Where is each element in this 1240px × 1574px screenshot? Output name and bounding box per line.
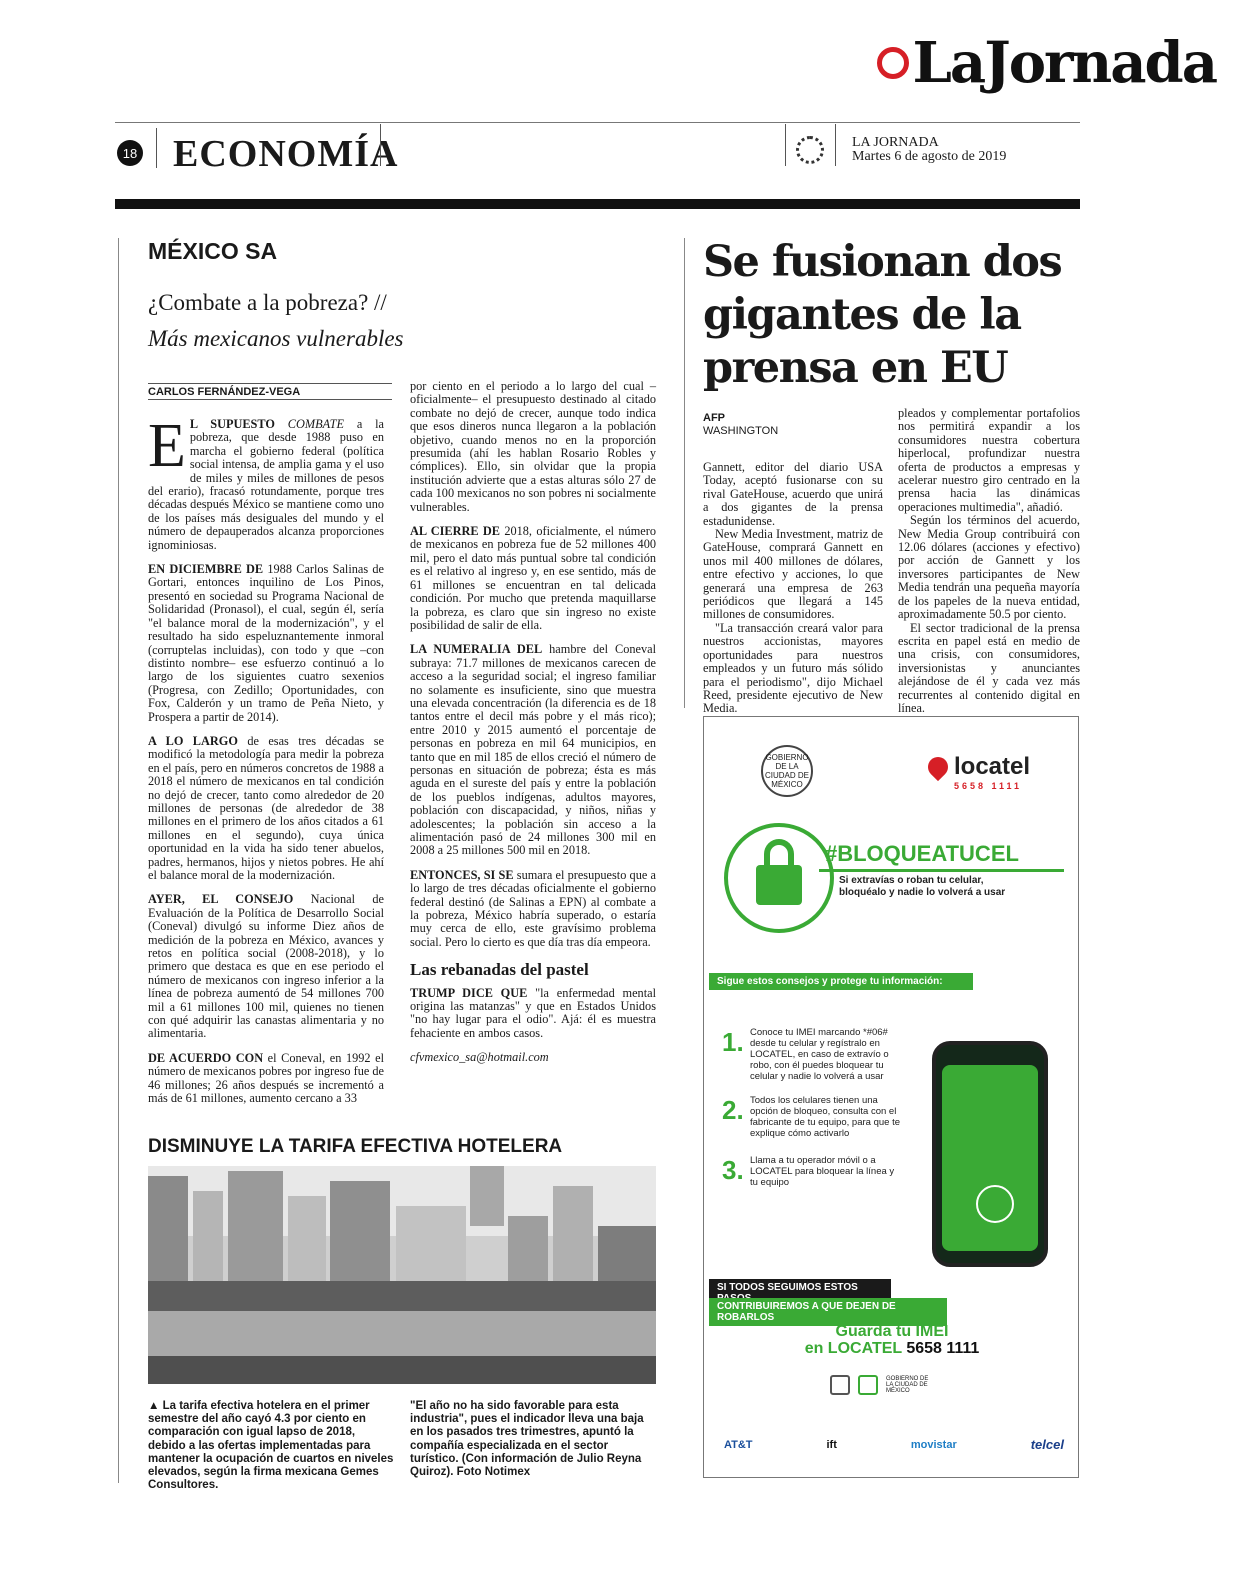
paragraph-text: de esas tres décadas se modificó la metodología para medir la pobreza en el país, pero en números concretos de 1988 a 2018 el número de mexicanos en tal condición no dejó de crecer, tanto como alrededor de 20 millones de personas (de alrededor de 38 millones en el primero de los años citados a 61 millones en el segundo), cuya única oportunidad en la vida ha sido tener abuelos, padres, hermanos, hijos y nietos pobres. He ahí el balance moral de la modernización. <box>148 733 384 882</box>
paragraph-text: el Coneval, en 1992 el número de mexicanos pobres por ingreso fue de 46 millones; 26 años después se incrementó a más de 61 millones, aumento cercano a 33 <box>148 1050 385 1106</box>
issue-date: Martes 6 de agosto de 2019 <box>852 149 1007 164</box>
divider <box>156 128 157 168</box>
location-pin-icon <box>924 753 952 781</box>
sun-icon <box>796 136 824 164</box>
paragraph <box>148 563 384 724</box>
step-number: 2. <box>722 1095 744 1125</box>
paragraph-text: Nacional de Evaluación de la Política de Desarrollo Social (Coneval) divulgó su informe Diez años de medición de la pobreza en México, avances y retos en política social (2008-2018), y lo primero que destaca es que en ese periodo el número de mexicanos con ingreso inferior a la línea de pobreza aumentó de 54 millones 700 mil a 61 millones 100 mil, quienes no tienen con qué adquirir las canastas alimentaria y no alimentaria. <box>148 892 384 1041</box>
subhead: Las rebanadas del pastel <box>410 960 589 980</box>
la-jornada-logo <box>877 30 1216 96</box>
paragraph-text: 2018, oficialmente, el número de mexicanos en pobreza fue de 52 millones 400 mil, pero el dato más puntual sobre tal condición es el relativo al ingreso y, en ese sentido, más de 61 millones se encuentran en tal delicada condición. Por mucho que pretenda maquillarse la pobreza, es claro que sin ingreso no existe posibilidad de salir de ella. <box>410 524 656 632</box>
photo-headline: DISMINUYE LA TARIFA EFECTIVA HOTELERA <box>148 1136 563 1157</box>
coat-of-arms-icon <box>830 1375 850 1395</box>
city: WASHINGTON <box>703 425 779 437</box>
dateline <box>703 412 778 438</box>
subtitle-line: bloquéalo y nadie lo volverá a usar <box>839 887 1006 898</box>
cta-number: 5658 1111 <box>906 1340 980 1357</box>
locatel-logo: locatel <box>954 753 1031 780</box>
column-rule <box>684 238 685 708</box>
locatel-number: 5658 1111 <box>954 781 1023 791</box>
step-number: 3. <box>722 1155 744 1185</box>
paragraph <box>148 893 384 1040</box>
step-text: Llama a tu operador móvil o a LOCATEL para bloquear la línea y tu equipo <box>750 1155 895 1188</box>
call-to-action-bar: SI TODOS SEGUIMOS ESTOS <box>709 1279 891 1307</box>
photo-caption: "El año no ha sido favorable para esta industria", pues el indicador lleva una baja en los pasados tres trimestres, apuntó la compañía especializada en el sector turístico. (Con información de Julio Reyna Quiroz). Foto Notimex <box>410 1400 644 1479</box>
paragraph-text: a la pobreza, que desde 1988 puso en marcha el gobierno federal (política social intensa, de amplia gama y el uso de miles y miles de millones de pesos del erario), fracasó rotundamente, porque tres décadas después México se mantiene como uno de los países más desiguales del mundo y el número de depauperados alcanza proporciones ignominiosas. <box>148 417 385 552</box>
author-email[interactable]: cfvmexico_sa@hotmail.com <box>410 1050 549 1065</box>
cdmx-logo-icon <box>858 1375 878 1395</box>
byline: CARLOS FERNÁNDEZ-VEGA <box>148 383 392 400</box>
paragraph <box>410 380 656 514</box>
paper-name: LA JORNADA <box>852 135 939 150</box>
divider <box>380 124 381 166</box>
paragraph <box>410 987 656 1041</box>
paragraph: El sector tradicional de la prensa escrita en papel está en medio de una crisis, con consumidores, inversionistas y anunciantes alejándose de él y cada vez más recurrentes al contenido digital en línea. <box>898 620 1080 715</box>
lead-in: AYER, EL CONSEJO <box>148 892 294 907</box>
paragraph <box>410 643 656 858</box>
paragraph-text: hambre del Coneval subraya: 71.7 millones de mexicanos carecen de acceso a la seguridad social; el ingreso familiar no solamente es insuficiente, sino que muestra una elevada concentración (la diferencia es de 18 tantos entre el decil más pobre y el más rico); entre 2010 y 2015 aumentó el porcentaje de personas en pobreza en mil 64 municipios, en tanto que en mil 185 de ellos creció el número de personas en situación de pobreza; ésta es más aguda en el sureste del país y entre la población de los pueblos indígenas, adultos mayores, población con discapacidad, y niños, niñas y adolescentes; la población sin acceso a la alimentación pasó de 24 millones 300 mil en 2008 a 25 millones 500 mil en 2018. <box>410 642 656 858</box>
divider <box>785 124 786 166</box>
cta-text: en LOCATEL <box>804 1340 907 1357</box>
paragraph: "La transacción creará valor para nuestros accionistas, mayores oportunidades para nuestros empleados y un futuro más sólido para el periodismo", dijo Michael Reed, presidente ejecutivo de New Media. <box>703 620 883 716</box>
tip-step <box>722 1155 900 1188</box>
tips-bar: Sigue estos consejos y protege tu información: <box>709 973 973 990</box>
paragraph <box>148 1052 384 1106</box>
lead-in: EN DICIEMBRE DE <box>148 562 264 577</box>
cta-line: Guarda tu IMEI <box>835 1323 949 1340</box>
lead-in: DE ACUERDO CON <box>148 1050 264 1065</box>
story-headline: Se fusionan dos gigantes de la prensa en EU <box>703 237 1062 393</box>
smartphone-icon <box>932 1041 1048 1267</box>
article-column <box>898 407 1080 715</box>
agency: AFP <box>703 412 725 424</box>
column-deck: ¿Combate a la pobreza? // <box>148 290 387 315</box>
paragraph-text: 1988 Carlos Salinas de Gortari, entonces inquilino de Los Pinos, presentó en sociedad su Programa Nacional de Solidaridad (Pronasol), el cual, según él, sería "el balance moral de la modernización", y el resultado ha sido espeluznantemente inmoral (corruptelas incluidas), con todo y que –con distinto nombre– ese esfuerzo continuó a lo largo de los siguientes cuatro sexenios (Progresa, con Zedillo; Oportunidades, con Fox, Calderón y un tramo de Peña Nieto, y Prospera a partir de 2014). <box>148 562 384 724</box>
paragraph: New Media Investment, matriz de GateHouse, comprará Gannett en unos mil 400 millones de dólares, entre efectivo y acciones, lo que generará una empresa de 263 periódicos que llegará a 145 millones de consumidores. <box>703 527 883 622</box>
paragraph: Gannett, editor del diario USA Today, aceptó fusionarse con su rival GateHouse, acuerdo que unirá a dos gigantes de la prensa estadunidense. <box>703 460 883 528</box>
government-seal-icon: GOBIERNO DE LA CIUDAD DE MÉXICO <box>761 745 813 797</box>
article-column <box>410 380 656 1076</box>
paragraph <box>148 735 384 882</box>
att-logo: AT&T <box>724 1438 753 1451</box>
lead-in: AL CIERRE DE <box>410 524 500 539</box>
padlock-body <box>756 865 802 905</box>
cta-line <box>704 1340 1080 1357</box>
divider <box>819 869 1064 872</box>
paragraph-text: "la enfermedad mental origina las matanzas" y que en Estados Unidos "no hay lugar para el odio". Ajá: él es muestra fehaciente en ambos casos. <box>410 985 656 1040</box>
campaign-hashtag: #BLOQUEATUCEL <box>825 841 1019 866</box>
lead-in: TRUMP DICE QUE <box>410 985 528 1000</box>
column-rule <box>118 238 119 1483</box>
lead-in: L SUPUESTO <box>189 417 275 431</box>
campaign-subtitle <box>839 875 1005 899</box>
photo-caption: ▲ La tarifa efectiva hotelera en el primer semestre del año cayó 4.3 por ciento en comparación con igual lapso de 2018, debido a las ofertas implementadas para mantener la ocupación de cuartos en niveles elevados, según la firma mexicana Gemes Consultores. <box>148 1400 394 1492</box>
gov-label: GOBIERNO DE LA CIUDAD DE MÉXICO <box>886 1376 929 1394</box>
tip-step <box>722 1095 900 1139</box>
subtitle-line: Si extravías o roban tu celular, <box>839 875 984 886</box>
call-to-action-bar: CONTRIBUIREMOS A QUE DEJEN DE ROBARLOS <box>709 1298 947 1326</box>
ift-logo: ift <box>826 1438 837 1451</box>
step-text: Todos los celulares tienen una opción de bloqueo, consulta con el fabricante de tu equipo, para que te explique cómo activarlo <box>750 1095 901 1139</box>
paragraph: pleados y complementar portafolios nos permitirá expandir a los consumidores nuestra cobertura hiperlocal, profundizar nuestra oferta de productos a empresas y acelerar nuestro giro centrado en la prensa hacia las dinámicas operaciones multimedia", añadió. <box>898 406 1080 514</box>
lead-in: A LO LARGO <box>148 733 238 748</box>
divider <box>835 124 836 166</box>
lead-in: ENTONCES, SI SE <box>410 867 514 882</box>
beach-photo <box>148 1166 656 1384</box>
telcel-logo: telcel <box>1030 1437 1064 1452</box>
logo-text: LaJornada <box>912 30 1216 96</box>
paragraph: Según los términos del acuerdo, New Media Group contribuirá con 12.06 dólares (acciones y efectivo) por acción de Gannett y los inversores participantes de New Media tendrán una pequeña mayoría de los papeles de la nueva entidad, aproximadamente 50.5 por ciento. <box>898 513 1080 622</box>
section-bar <box>115 199 1080 209</box>
section-title: ECONOMÍA <box>173 133 399 175</box>
header-rule <box>115 122 1080 123</box>
movistar-logo: movistar <box>910 1438 957 1451</box>
step-text: Conoce tu IMEI marcando *#06# desde tu celular y regístralo en LOCATEL, en caso de extravío o robo, con él puedes bloquear tu celular y nadie lo volverá a usar <box>750 1027 889 1082</box>
dropcap: E <box>148 412 186 480</box>
lead-in: LA NUMERALIA DEL <box>410 642 543 657</box>
phone-screen <box>942 1065 1038 1251</box>
tip-step <box>722 1027 900 1082</box>
article-column <box>703 461 883 729</box>
column-deck: Más mexicanos vulnerables <box>148 326 404 351</box>
folio <box>852 136 1006 164</box>
lock-icon <box>976 1185 1014 1223</box>
paragraph <box>410 869 656 949</box>
logo-sun-icon <box>877 47 909 79</box>
paragraph <box>148 412 385 552</box>
step-number: 1. <box>722 1027 744 1057</box>
paragraph-text: por ciento en el periodo a lo largo del cual –oficialmente– el presupuesto destinado al citado combate no dejó de crecer, aunque todo indica que esos dineros nunca llegaron a la población objetivo, cuando menos no en la proporción presumida (ahí les hablan Rosario Robles y cómplices). Ello, sin olvidar que la propia institución advierte que a estas alturas sólo 27 de cada 100 mexicanos no son pobres ni socialmente vulnerables. <box>410 379 656 514</box>
article-column <box>148 412 385 1117</box>
telecom-sponsors <box>724 1437 1064 1452</box>
emphasis: COMBATE <box>287 417 345 431</box>
paragraph-text: sumara el presupuesto que a lo largo de tres décadas oficialmente el gobierno federal destinó (de Salinas a EPN) al combate a la pobreza, México habría superado, o estaría muy cerca de ello, este gravísimo problema social. Pero lo cierto es que día tras día empeora. <box>410 867 656 949</box>
imei-call-to-action <box>704 1323 1080 1357</box>
locatel-advertisement[interactable] <box>703 716 1079 1478</box>
column-kicker: MÉXICO SA <box>148 238 278 264</box>
government-logos <box>830 1375 932 1395</box>
paragraph <box>410 525 656 632</box>
page-number: 18 <box>117 140 143 166</box>
